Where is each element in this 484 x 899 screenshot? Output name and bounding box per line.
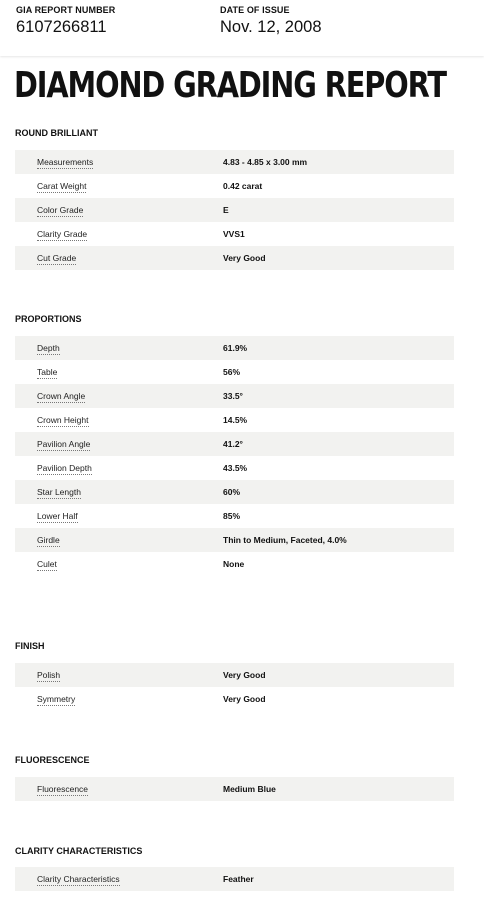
row-label[interactable]: Girdle — [37, 535, 60, 545]
table-row-culet — [15, 552, 454, 576]
row-label[interactable]: Crown Height — [37, 415, 89, 425]
clarity-characteristics-table — [15, 867, 454, 891]
row-label[interactable]: Pavilion Depth — [37, 463, 92, 473]
report-number-label: GIA REPORT NUMBER — [16, 5, 116, 15]
row-value: E — [223, 205, 229, 215]
table-row-star-length — [15, 480, 454, 504]
section-heading-fluorescence: FLUORESCENCE — [15, 755, 90, 765]
row-value: 60% — [223, 487, 241, 497]
row-label[interactable]: Depth — [37, 343, 60, 353]
row-label[interactable]: Carat Weight — [37, 181, 87, 191]
row-value: None — [223, 559, 245, 569]
row-value: 4.83 - 4.85 x 3.00 mm — [223, 157, 308, 167]
date-of-issue-block — [220, 5, 322, 37]
row-label[interactable]: Star Length — [37, 487, 81, 497]
row-value: Very Good — [223, 670, 266, 680]
report-header-bar — [0, 0, 484, 56]
row-value: 33.5° — [223, 391, 243, 401]
row-value: Very Good — [223, 694, 266, 704]
table-row-fluorescence — [15, 777, 454, 801]
row-label[interactable]: Cut Grade — [37, 253, 77, 263]
table-row-measurements — [15, 150, 454, 174]
row-value: 85% — [223, 511, 241, 521]
row-value: 41.2° — [223, 439, 243, 449]
row-value: Medium Blue — [223, 784, 276, 794]
row-value: VVS1 — [223, 229, 245, 239]
row-value: 43.5% — [223, 463, 248, 473]
row-label[interactable]: Symmetry — [37, 694, 76, 704]
row-label[interactable]: Clarity Grade — [37, 229, 88, 239]
table-row-crown-angle — [15, 384, 454, 408]
row-label[interactable]: Fluorescence — [37, 784, 89, 794]
row-label[interactable]: Crown Angle — [37, 391, 86, 401]
date-of-issue-value: Nov. 12, 2008 — [220, 18, 322, 36]
page-title: DIAMOND GRADING REPORT — [14, 65, 446, 106]
table-row-polish — [15, 663, 454, 687]
table-row-clarity-characteristics — [15, 867, 454, 891]
table-row-clarity-grade — [15, 222, 454, 246]
section-heading-finish: FINISH — [15, 641, 45, 651]
row-label[interactable]: Polish — [37, 670, 61, 680]
row-label[interactable]: Clarity Characteristics — [37, 874, 120, 884]
date-of-issue-label: DATE OF ISSUE — [220, 5, 290, 15]
row-value: Thin to Medium, Faceted, 4.0% — [223, 535, 347, 545]
fluorescence-table — [15, 777, 454, 801]
row-label[interactable]: Measurements — [37, 157, 94, 167]
row-label[interactable]: Color Grade — [37, 205, 84, 215]
row-label[interactable]: Table — [37, 367, 58, 377]
table-row-symmetry — [15, 687, 454, 711]
row-value: 61.9% — [223, 343, 248, 353]
row-value: Very Good — [223, 253, 266, 263]
proportions-table — [15, 336, 454, 576]
table-row-carat-weight — [15, 174, 454, 198]
row-value: 0.42 carat — [223, 181, 263, 191]
table-row-depth — [15, 336, 454, 360]
table-row-lower-half — [15, 504, 454, 528]
row-value: 56% — [223, 367, 241, 377]
table-row-color-grade — [15, 198, 454, 222]
section-heading-round-brilliant: ROUND BRILLIANT — [15, 128, 98, 138]
report-number-value: 6107266811 — [16, 18, 107, 36]
table-row-cut-grade — [15, 246, 454, 270]
table-row-pavilion-angle — [15, 432, 454, 456]
finish-table — [15, 663, 454, 711]
row-label[interactable]: Pavilion Angle — [37, 439, 91, 449]
table-row-table — [15, 360, 454, 384]
row-value: Feather — [223, 874, 254, 884]
section-heading-clarity-characteristics: CLARITY CHARACTERISTICS — [15, 846, 143, 856]
row-label[interactable]: Lower Half — [37, 511, 78, 521]
round-brilliant-table — [15, 150, 454, 270]
table-row-girdle — [15, 528, 454, 552]
table-row-crown-height — [15, 408, 454, 432]
row-value: 14.5% — [223, 415, 248, 425]
report-number-block — [16, 5, 115, 37]
section-heading-proportions: PROPORTIONS — [15, 314, 82, 324]
row-label[interactable]: Culet — [37, 559, 57, 569]
table-row-pavilion-depth — [15, 456, 454, 480]
